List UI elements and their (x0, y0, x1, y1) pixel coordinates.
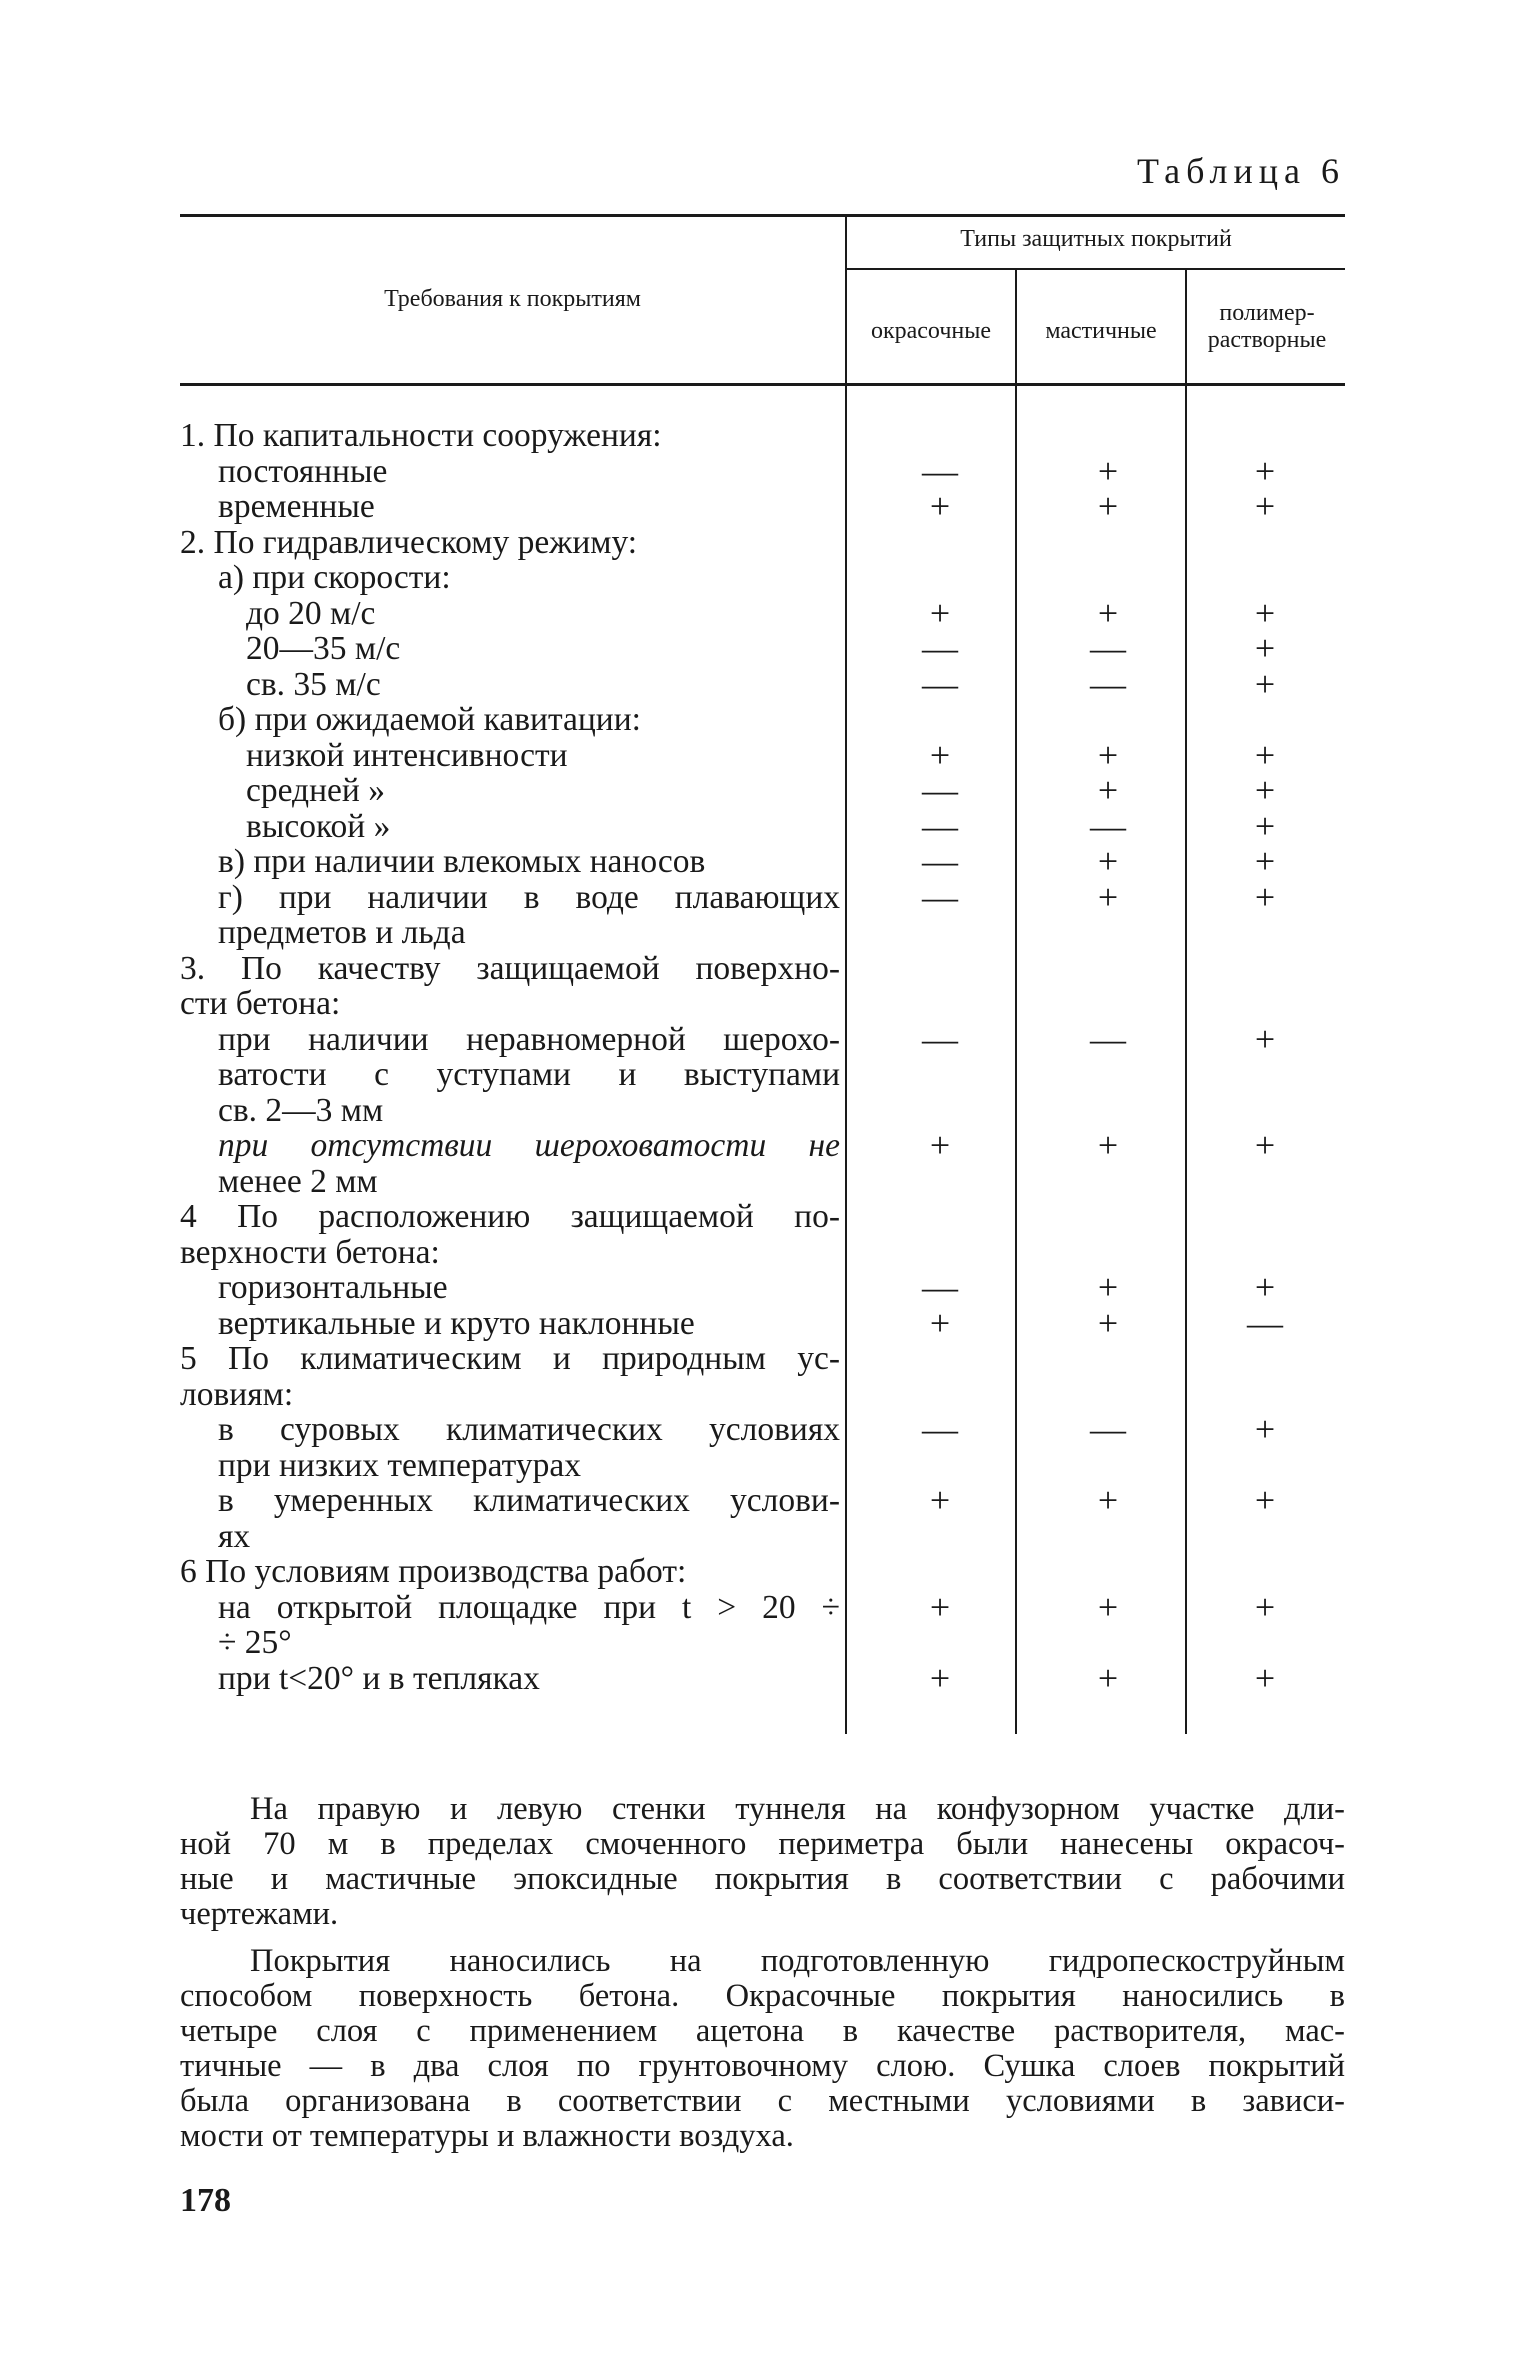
column-divider-1 (845, 214, 847, 1734)
table-row-line: ватости с уступами и выступами (218, 1057, 840, 1093)
cell-mark: + (1097, 592, 1119, 633)
cell-mark: — (922, 1018, 958, 1059)
header-col-polymer (1187, 300, 1347, 354)
table-row-line: средней » (246, 773, 385, 809)
cell-mark: + (1097, 486, 1119, 526)
paragraph-line: ные и мастичные эпоксидные покрытия в соответствии с рабочими (180, 1861, 1345, 1897)
table-row-line: 5 По климатическим и природным ус- (180, 1341, 840, 1377)
table-row-line: на открытой площадке при t > 20 ÷ (218, 1589, 840, 1625)
table-row-line: постоянные (218, 453, 388, 489)
cell-mark: — (922, 663, 958, 704)
table-row-line: 6 По условиям производства работ: (180, 1554, 687, 1590)
paragraph-2 (180, 1944, 1345, 2154)
table-row-line: временные (218, 489, 375, 525)
cell-mark: — (1090, 663, 1126, 704)
cell-mark: + (929, 734, 951, 775)
paragraph-line: ной 70 м в пределах смоченного периметра были нанесены окрасоч- (180, 1826, 1345, 1862)
table-row-line: св. 35 м/с (246, 666, 381, 702)
cell-mark: — (1247, 1302, 1283, 1343)
table-row-line: при низких температурах (218, 1447, 581, 1483)
table-row-line: 20—35 м/с (246, 631, 401, 667)
table-title: Таблица 6 (1137, 151, 1345, 191)
header-col-polymer-line2: растворные (1207, 327, 1327, 353)
table-row-line: при t<20° и в тепляках (218, 1660, 540, 1696)
table-row-line: при наличии неравномерной шерохо- (218, 1021, 840, 1057)
header-sub-rule (845, 268, 1345, 270)
cell-mark: + (1254, 592, 1276, 633)
table-row-line: 1. По капитальности сооружения: (180, 418, 662, 454)
table-row-line: высокой » (246, 808, 391, 844)
table-row-line: вертикальные и круто наклонные (218, 1305, 695, 1341)
cell-mark: + (1097, 1480, 1119, 1520)
cell-mark: + (1254, 450, 1276, 491)
cell-mark: + (1254, 1586, 1276, 1627)
table-row-line: в умеренных климатических услови- (218, 1483, 840, 1519)
cell-mark: + (1254, 805, 1276, 846)
table-row-line: сти бетона: (180, 986, 341, 1022)
table-row-line: 2. По гидравлическому режиму: (180, 524, 638, 560)
paragraph-line: была организована в соответствии с местными условиями в зависи- (180, 2083, 1345, 2119)
header-bottom-rule (180, 383, 1345, 386)
header-col-polymer-line1: полимер- (1219, 300, 1315, 326)
cell-mark: + (929, 1125, 951, 1165)
table-row-line: а) при скорости: (218, 560, 451, 596)
cell-mark: + (1097, 1302, 1119, 1343)
column-divider-3 (1185, 268, 1187, 1734)
table-row-line: ÷ 25° (218, 1625, 292, 1661)
cell-mark: + (929, 1480, 951, 1520)
cell-mark: + (1254, 770, 1276, 810)
cell-mark: + (1254, 663, 1276, 704)
table-row-line: 3. По качеству защищаемой поверхно- (180, 950, 840, 986)
table-row-line: в) при наличии влекомых наносов (218, 844, 706, 880)
cell-mark: — (1090, 805, 1126, 846)
cell-mark: + (929, 1302, 951, 1343)
table-row-line: б) при ожидаемой кавитации: (218, 702, 641, 738)
cell-mark: + (1097, 876, 1119, 917)
cell-mark: — (1090, 628, 1126, 668)
cell-mark: + (929, 486, 951, 526)
cell-mark: + (1254, 486, 1276, 526)
table-row-line: в суровых климатических условиях (218, 1412, 840, 1448)
paragraph-1 (180, 1792, 1345, 1932)
column-divider-2 (1015, 268, 1017, 1734)
table-row-line: ловиям: (180, 1376, 294, 1412)
table-row-line: горизонтальные (218, 1270, 448, 1306)
cell-mark: + (1254, 1409, 1276, 1449)
cell-mark: + (1254, 1480, 1276, 1520)
paragraph-line: На правую и левую стенки туннеля на конфузорном участке дли- (250, 1791, 1345, 1827)
paragraph-line: тичные — в два слоя по грунтовочному слою. Сушка слоев покрытий (180, 2048, 1345, 2084)
cell-mark: — (922, 841, 958, 881)
table-row-line: верхности бетона: (180, 1234, 440, 1270)
table-row-line: при отсутствии шероховатости не (218, 1128, 840, 1164)
cell-mark: + (1097, 770, 1119, 810)
cell-mark: + (1254, 628, 1276, 668)
cell-mark: — (922, 1267, 958, 1307)
cell-mark: + (1097, 1267, 1119, 1307)
table-top-rule (180, 214, 1345, 217)
paragraph-line: чертежами. (180, 1896, 339, 1932)
cell-mark: + (1254, 1125, 1276, 1165)
table-row-line: ях (218, 1518, 251, 1554)
cell-mark: + (1097, 450, 1119, 491)
cell-mark: — (922, 876, 958, 917)
cell-mark: + (1097, 734, 1119, 775)
header-col-mastic: мастичные (1045, 318, 1157, 344)
table-row-line: низкой интенсивности (246, 737, 568, 773)
cell-mark: + (1254, 876, 1276, 917)
cell-mark: — (1090, 1409, 1126, 1449)
header-requirements: Требования к покрытиям (384, 286, 641, 312)
paragraph-line: Покрытия наносились на подготовленную гидропескоструйным (250, 1943, 1345, 1979)
cell-mark: — (1090, 1018, 1126, 1059)
table-row-line: св. 2—3 мм (218, 1092, 384, 1128)
cell-mark: + (1254, 1657, 1276, 1698)
table-row-line: предметов и льда (218, 915, 466, 951)
cell-mark: — (922, 805, 958, 846)
paragraph-line: способом поверхность бетона. Окрасочные покрытия наносились в (180, 1978, 1345, 2014)
cell-mark: — (922, 628, 958, 668)
cell-mark: + (1097, 1657, 1119, 1698)
cell-mark: + (929, 1657, 951, 1698)
cell-mark: + (929, 592, 951, 633)
cell-mark: + (1097, 1586, 1119, 1627)
cell-mark: + (1097, 1125, 1119, 1165)
cell-mark: + (1254, 734, 1276, 775)
cell-mark: — (922, 770, 958, 810)
header-coating-types: Типы защитных покрытий (960, 226, 1232, 252)
paragraph-line: мости от температуры и влажности воздуха. (180, 2118, 794, 2154)
page-number: 178 (180, 2182, 231, 2219)
cell-mark: — (922, 1409, 958, 1449)
cell-mark: + (1254, 1267, 1276, 1307)
cell-mark: — (922, 450, 958, 491)
cell-mark: + (1097, 841, 1119, 881)
table-row-line: менее 2 мм (218, 1163, 378, 1199)
cell-mark: + (1254, 1018, 1276, 1059)
requirements-column (180, 418, 840, 1696)
table-row-line: до 20 м/с (246, 595, 376, 631)
header-col-paint: окрасочные (870, 318, 992, 344)
table-row-line: 4 По расположению защищаемой по- (180, 1199, 840, 1235)
paragraph-line: четыре слоя с применением ацетона в качестве растворителя, мас- (180, 2013, 1345, 2049)
cell-mark: + (1254, 841, 1276, 881)
cell-mark: + (929, 1586, 951, 1627)
table-row-line: г) при наличии в воде плавающих (218, 879, 840, 915)
